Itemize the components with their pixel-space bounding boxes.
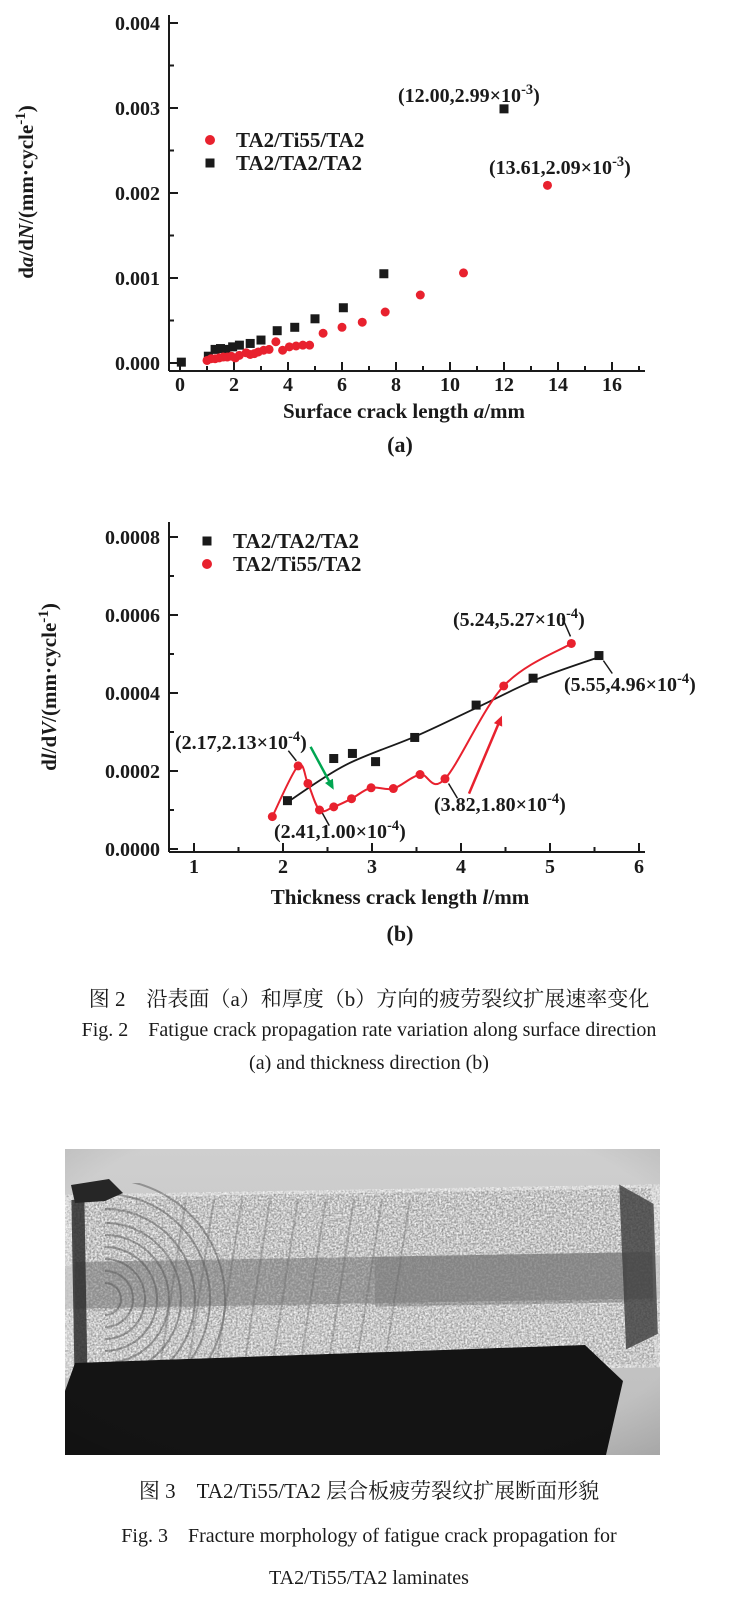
- svg-text:0.004: 0.004: [115, 13, 160, 35]
- chart-b-svg: [0, 470, 738, 970]
- svg-text:TA2/TA2/TA2: TA2/TA2/TA2: [233, 529, 360, 553]
- fracture-photo-svg: [65, 1149, 660, 1455]
- chart-a-svg: [0, 0, 738, 470]
- svg-text:0.000: 0.000: [115, 353, 160, 375]
- svg-text:2: 2: [229, 374, 239, 396]
- svg-text:0.0008: 0.0008: [105, 527, 160, 549]
- svg-text:4: 4: [283, 374, 293, 396]
- svg-text:10: 10: [440, 374, 460, 396]
- figure3-caption-en2: TA2/Ti55/TA2 laminates: [269, 1567, 469, 1589]
- svg-text:5: 5: [545, 856, 555, 878]
- figure2-caption-en1: Fig. 2 Fatigue crack propagation rate variation along surface direction: [81, 1019, 657, 1041]
- svg-text:(b): (b): [386, 921, 414, 946]
- svg-text:(2.41,1.00×10-4): $(2.41,1.00\times 10^{-4})$: [274, 818, 406, 843]
- svg-text:3: 3: [367, 856, 377, 878]
- svg-text:(5.55,4.96×10-4): $(5.55,4.96\times 10^{-4})$: [564, 671, 696, 696]
- svg-text:(12.00,2.99×10-3): $(12.00,2.99\times 10^{-3})$: [398, 82, 540, 107]
- figure3-caption-cn: 图 3 TA2/Ti55/TA2 层合板疲劳裂纹扩展断面形貌: [138, 1479, 600, 1503]
- figure3-caption-en1: Fig. 3 Fracture morphology of fatigue crack propagation for: [121, 1525, 617, 1547]
- svg-text:Surface crack length a/mm: Surface crack length a/mm: [282, 399, 526, 423]
- svg-text:Thickness crack length l/mm: Thickness crack length l/mm: [270, 885, 530, 909]
- svg-text:1: 1: [189, 856, 199, 878]
- svg-text:(a): (a): [387, 432, 413, 457]
- svg-text:(3.82,1.80×10-4): $(3.82,1.80\times 10^{-4})$: [434, 791, 566, 816]
- svg-text:16: 16: [602, 374, 622, 396]
- svg-text:da/dN/(mm·cycle-1): da/dN/(mm·cycle$^{-1}$): [13, 105, 38, 279]
- svg-text:14: 14: [548, 374, 568, 396]
- svg-text:6: 6: [337, 374, 347, 396]
- svg-text:0.0004: 0.0004: [105, 683, 160, 705]
- svg-text:TA2/Ti55/TA2: TA2/Ti55/TA2: [236, 128, 365, 152]
- svg-text:12: 12: [494, 374, 514, 396]
- svg-text:(2.17,2.13×10-4): $(2.17,2.13\times 10^{-4})$: [175, 729, 307, 754]
- svg-text:(13.61,2.09×10-3): $(13.61,2.09\times 10^{-3})$: [489, 154, 631, 179]
- svg-text:2: 2: [278, 856, 288, 878]
- svg-text:8: 8: [391, 374, 401, 396]
- svg-text:0: 0: [175, 374, 185, 396]
- svg-text:TA2/TA2/TA2: TA2/TA2/TA2: [236, 151, 363, 175]
- svg-text:4: 4: [456, 856, 466, 878]
- svg-text:0.003: 0.003: [115, 98, 160, 120]
- fracture-photo: [65, 1149, 660, 1455]
- svg-text:(5.24,5.27×10-4): $(5.24,5.27\times 10^{-4})$: [453, 606, 585, 631]
- svg-text:0.0002: 0.0002: [105, 761, 160, 783]
- svg-text:TA2/Ti55/TA2: TA2/Ti55/TA2: [233, 552, 362, 576]
- svg-text:0.0000: 0.0000: [105, 839, 160, 861]
- svg-text:0.001: 0.001: [115, 268, 160, 290]
- figure2-caption-cn: 图 2 沿表面（a）和厚度（b）方向的疲劳裂纹扩展速率变化: [88, 987, 650, 1011]
- svg-text:dl/dV/(mm·cycle-1): dl/dV/(mm·cycle$^{-1}$): [36, 603, 61, 771]
- svg-text:0.002: 0.002: [115, 183, 160, 205]
- svg-text:6: 6: [634, 856, 644, 878]
- figure2-caption-en2: (a) and thickness direction (b): [249, 1052, 489, 1074]
- svg-text:0.0006: 0.0006: [105, 605, 160, 627]
